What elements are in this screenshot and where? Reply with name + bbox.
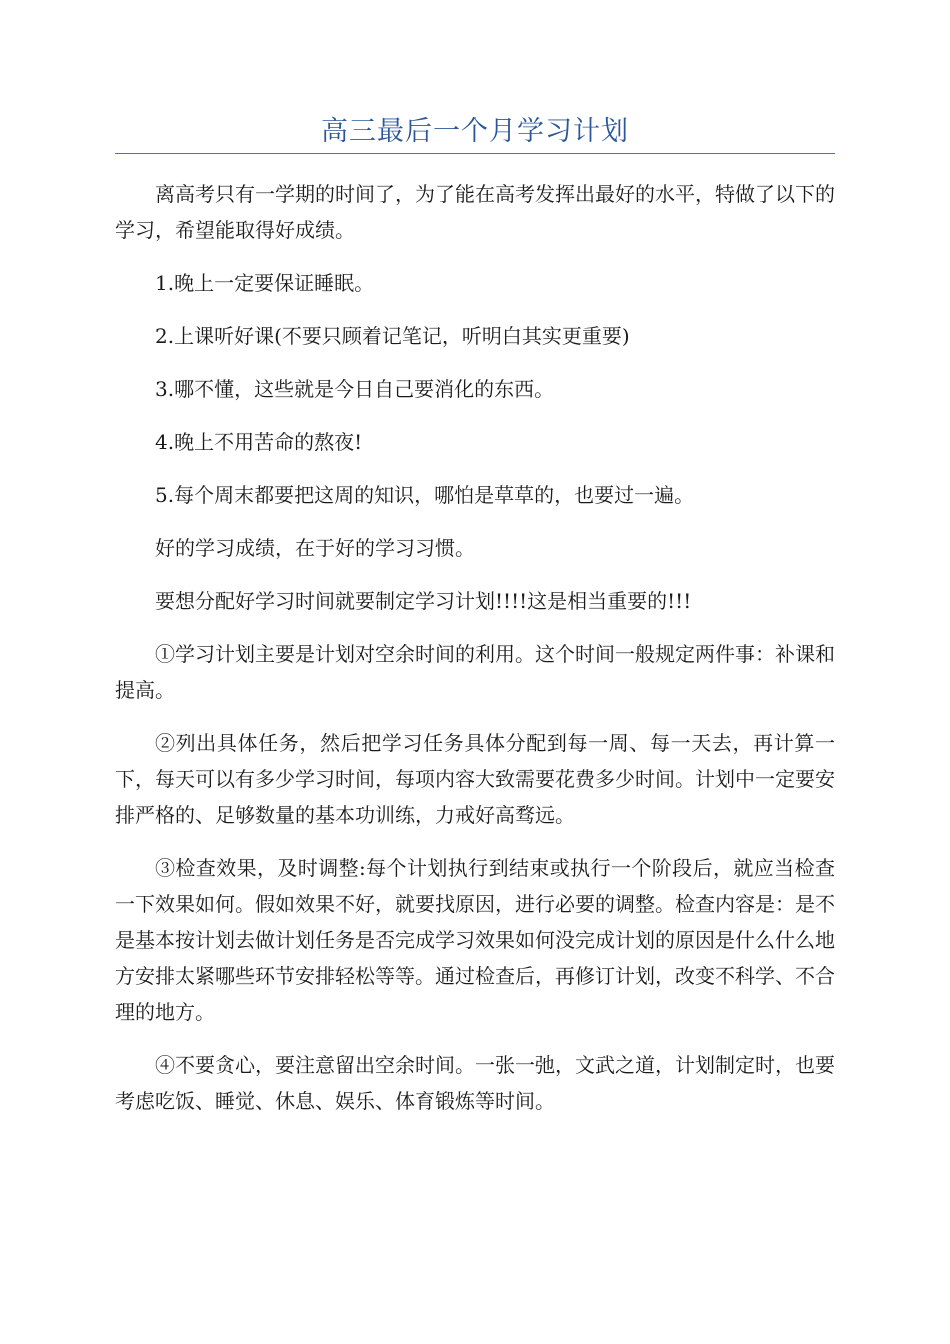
plan-importance-paragraph: 要想分配好学习时间就要制定学习计划!!!!这是相当重要的!!! bbox=[155, 589, 692, 613]
plan-point-1: ①学习计划主要是计划对空余时间的利用。这个时间一般规定两件事：补课和提高。 bbox=[115, 642, 835, 702]
list-item-3: 3.哪不懂，这些就是今日自己要消化的东西。 bbox=[155, 377, 555, 401]
title-underline bbox=[115, 153, 835, 154]
plan-point-3: ③检查效果，及时调整:每个计划执行到结束或执行一个阶段后，就应当检查一下效果如何。假如效果不好，就要找原因，进行必要的调整。检查内容是：是不是基本按计划去做计划任务是否完成学习效果如何没完成计划的原因是什么什么地方安排太紧哪些环节安排轻松等等。通过检查后，再修订计划，改变不科学、不合理的地方。 bbox=[115, 856, 835, 1024]
document-body bbox=[115, 176, 835, 1136]
list-item-5: 5.每个周末都要把这周的知识，哪怕是草草的，也要过一遍。 bbox=[155, 483, 695, 507]
plan-point-2: ②列出具体任务，然后把学习任务具体分配到每一周、每一天去，再计算一下，每天可以有多少学习时间，每项内容大致需要花费多少时间。计划中一定要安排严格的、足够数量的基本功训练，力戒好高骛远。 bbox=[115, 731, 835, 827]
habit-paragraph: 好的学习成绩，在于好的学习习惯。 bbox=[155, 536, 475, 560]
plan-point-4: ④不要贪心，要注意留出空余时间。一张一弛，文武之道，计划制定时，也要考虑吃饭、睡觉、休息、娱乐、体育锻炼等时间。 bbox=[115, 1053, 835, 1113]
document-title: 高三最后一个月学习计划 bbox=[321, 116, 629, 147]
intro-paragraph: 离高考只有一学期的时间了，为了能在高考发挥出最好的水平，特做了以下的学习，希望能取得好成绩。 bbox=[115, 182, 835, 242]
list-item-4: 4.晚上不用苦命的熬夜! bbox=[155, 430, 363, 454]
list-item-1: 1.晚上一定要保证睡眠。 bbox=[155, 271, 375, 295]
list-item-2: 2.上课听好课(不要只顾着记笔记，听明白其实更重要) bbox=[155, 324, 630, 348]
